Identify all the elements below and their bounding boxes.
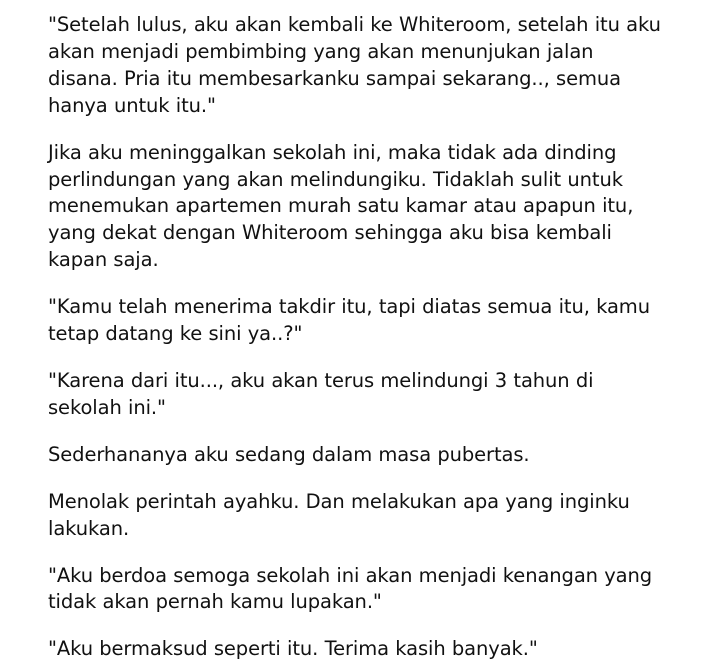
paragraph-quote-whiteroom: "Setelah lulus, aku akan kembali ke Whiteroom, setelah itu aku akan menjadi pembimbing yang akan menunjukan jalan disana. Pria itu membesarkanku sampai sekarang.., semua hanya untuk itu." (48, 13, 661, 117)
paragraph-quote-prayer-memories: "Aku berdoa semoga sekolah ini akan menjadi kenangan yang tidak akan pernah kamu lupakan." (48, 563, 653, 614)
paragraph-narration-leaving-school: Jika aku meninggalkan sekolah ini, maka tidak ada dinding perlindungan yang akan melindungiku. Tidaklah sulit untuk menemukan apartemen murah satu kamar atau apapun itu, yang dekat dengan Whiteroom sehingga aku bisa kembali kapan saja. (48, 140, 634, 272)
paragraph-quote-thank-you: "Aku bermaksud seperti itu. Terima kasih banyak." (48, 637, 538, 661)
paragraph-narration-refusing-father: Menolak perintah ayahku. Dan melakukan apa yang inginku lakukan. (48, 489, 630, 540)
paragraph-quote-protect-three-years: "Karena dari itu..., aku akan terus melindungi 3 tahun di sekolah ini." (48, 368, 594, 419)
paragraph-narration-puberty: Sederhananya aku sedang dalam masa pubertas. (48, 442, 530, 466)
paragraph-quote-accepted-fate: "Kamu telah menerima takdir itu, tapi diatas semua itu, kamu tetap datang ke sini ya..?" (48, 295, 650, 346)
